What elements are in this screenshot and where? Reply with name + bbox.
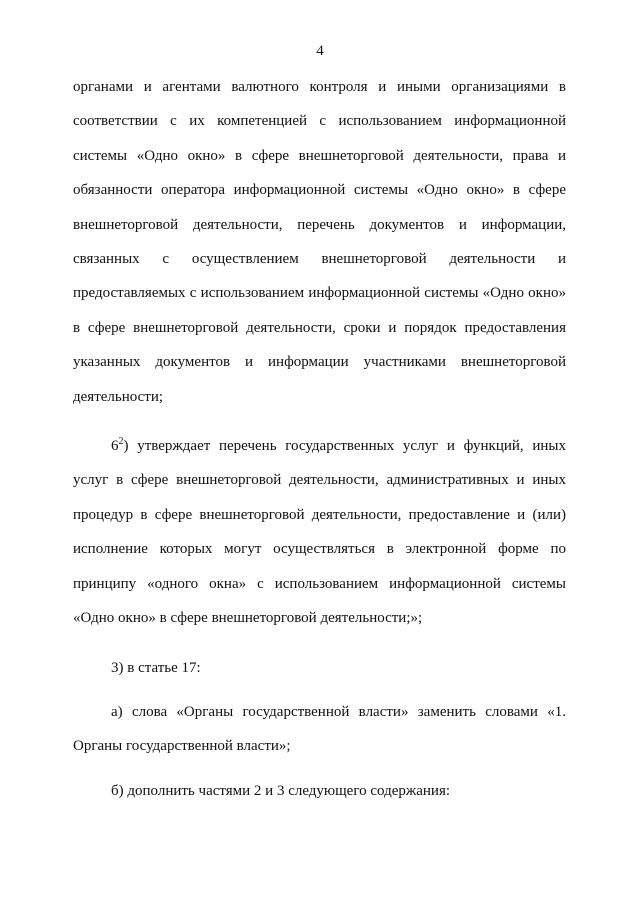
paragraph-article-17: 3) в статье 17: <box>111 659 201 676</box>
paragraph-subitem-a: а) слова «Органы государственной власти» заменить словами «1. Органы государственной власти»; <box>73 703 566 755</box>
paragraph-item-6-2 <box>73 429 566 635</box>
page-number: 4 <box>316 43 324 59</box>
document-body <box>73 70 566 808</box>
item-number: 6 <box>111 438 119 455</box>
item-superscript: 2 <box>118 436 124 448</box>
item-text: ) утверждает перечень государственных услуг и функций, иных услуг в сфере внешнеторговой деятельности, административных и иных процедур в сфере внешнеторговой деятельности, предоставление и (или) исполнение которых могут осуществляться в электронной форме по принципу «одного окна» с использованием информационной системы «Одно окно» в сфере внешнеторговой деятельности;»; <box>73 438 566 627</box>
paragraph-subitem-b: б) дополнить частями 2 и 3 следующего содержания: <box>111 782 451 799</box>
paragraph-continuation: органами и агентами валютного контроля и иными организациями в соответствии с их компетенцией с использованием информационной системы «Одно окно» в сфере внешнеторговой деятельности, права и обязанности оператора информационной системы «Одно окно» в сфере внешнеторговой деятельности, перечень документов и информации, связанных с осуществлением внешнеторговой деятельности и предоставляемых с использованием информационной системы «Одно окно» в сфере внешнеторговой деятельности, сроки и порядок предоставления указанных документов и информации участниками внешнеторговой деятельности; <box>73 79 566 405</box>
